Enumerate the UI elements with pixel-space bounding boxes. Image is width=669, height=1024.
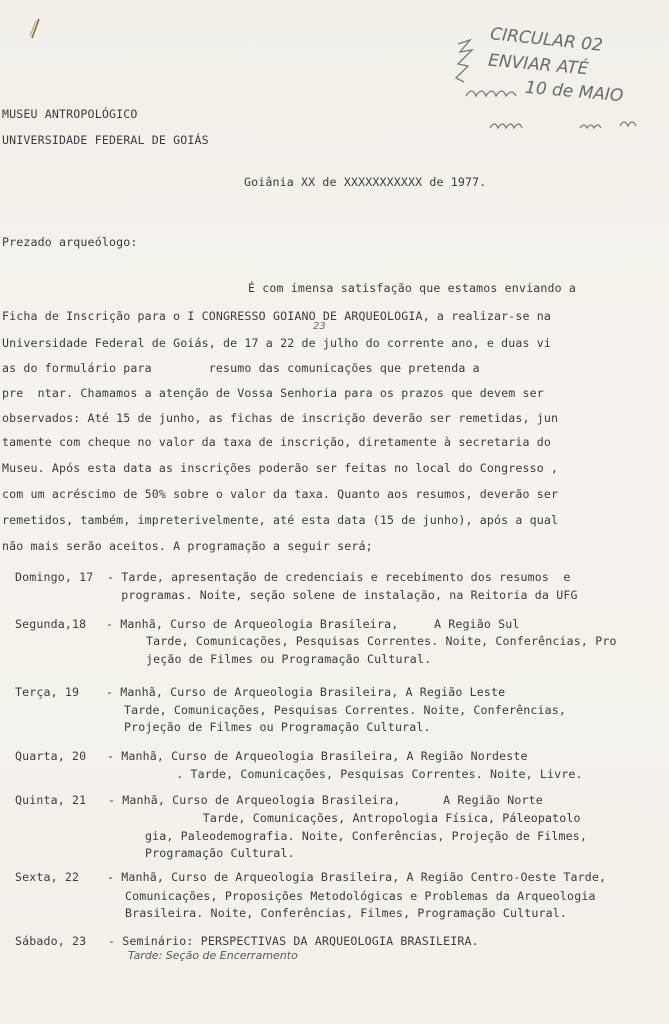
- schedule-line: - Manhã, Curso de Arqueologia Brasileira, A Região Centro-Oeste Tarde,: [107, 870, 607, 884]
- schedule-line: Tarde, Comunicações, Pesquisas Correntes. Noite, Conferências,: [124, 703, 567, 717]
- schedule-line: - Manhã, Curso de Arqueologia Brasileira, A Região Norte: [108, 793, 543, 807]
- salutation: Prezado arqueólogo:: [2, 235, 138, 249]
- body-line: tamente com cheque no valor da taxa de inscrição, diretamente à secretaria do: [2, 435, 552, 449]
- annotation-circular: CIRCULAR 02: [489, 24, 604, 56]
- schedule-line: Brasileira. Noite, Conferências, Filmes, Programação Cultural.: [125, 906, 568, 920]
- schedule-line: - Manhã, Curso de Arqueologia Brasileira, A Região Sul: [106, 617, 520, 631]
- institution-line-2: UNIVERSIDADE FEDERAL DE GOIÁS: [2, 133, 209, 147]
- body-line: com um acréscimo de 50% sobre o valor da taxa. Quanto aos resumos, deverão ser: [2, 487, 559, 501]
- schedule-day: Quinta, 21: [15, 793, 87, 807]
- institution-line-1: MUSEU ANTROPOLÓGICO: [2, 107, 138, 121]
- closing-handwritten-note: Tarde: Seção de Encerramento: [128, 949, 298, 962]
- schedule-line: - Tarde, apresentação de credenciais e recebimento dos resumos e: [107, 570, 571, 584]
- schedule-line: programas. Noite, seção solene de instalação, na Reitoria da UFG: [107, 588, 578, 602]
- schedule-line: Tarde, Comunicações, Pesquisas Correntes. Noite, Conferências, Pro: [146, 634, 617, 648]
- body-line: É com imensa satisfação que estamos enviando a: [248, 281, 576, 295]
- annotation-date: 10 de MAIO: [524, 77, 625, 107]
- body-line: não mais serão aceitos. A programação a seguir será;: [2, 539, 373, 553]
- body-line: observados: Até 15 de junho, as fichas de inscrição deverão ser remetidas, jun: [2, 411, 559, 425]
- schedule-line: jeção de Filmes ou Programação Cultural.: [146, 652, 432, 666]
- schedule-line: . Tarde, Comunicações, Pesquisas Correntes. Noite, Livre.: [162, 767, 583, 781]
- body-line: Universidade Federal de Goiás, de 17 a 22 de julho do corrente ano, e duas vi: [2, 336, 552, 350]
- correction-mark: 23: [313, 321, 326, 332]
- schedule-line: Comunicações, Proposições Metodológicas e Problemas da Arqueologia: [125, 889, 596, 903]
- body-line: pre ntar. Chamamos a atenção de Vossa Senhoria para os prazos que devem ser: [2, 386, 544, 400]
- schedule-day: Terça, 19: [15, 685, 80, 699]
- schedule-day: Segunda,18: [15, 617, 87, 631]
- schedule-day: Domingo, 17: [15, 570, 94, 584]
- body-line: as do formulário para resumo das comunicações que pretenda a: [2, 361, 480, 375]
- schedule-day: Quarta, 20: [15, 749, 87, 763]
- body-line: remetidos, também, impreterivelmente, até esta data (15 de junho), após a qual: [2, 513, 559, 527]
- schedule-line: gia, Paleodemografia. Noite, Conferências, Projeção de Filmes,: [145, 829, 588, 843]
- schedule-line: - Manhã, Curso de Arqueologia Brasileira, A Região Leste: [106, 685, 506, 699]
- schedule-day: Sexta, 22: [15, 870, 80, 884]
- schedule-line: Programação Cultural.: [145, 846, 295, 860]
- scribble-icon: [450, 38, 650, 138]
- schedule-line: - Manhã, Curso de Arqueologia Brasileira, A Região Nordeste: [107, 749, 528, 763]
- schedule-day: Sábado, 23: [15, 934, 87, 948]
- body-line: Ficha de Inscrição para o I CONGRESSO GOIANO DE ARQUEOLOGIA, a realizar-se na: [2, 309, 552, 323]
- body-line: Museu. Após esta data as inscrições poderão ser feitas no local do Congresso ,: [2, 461, 559, 475]
- pencil-mark-icon: [28, 18, 42, 40]
- date-line: Goiânia XX de XXXXXXXXXXX de 1977.: [244, 175, 487, 189]
- annotation-enviar: ENVIAR ATÉ: [487, 50, 590, 80]
- schedule-line: - Seminário: PERSPECTIVAS DA ARQUEOLOGIA BRASILEIRA.: [108, 934, 479, 948]
- schedule-line: Tarde, Comunicações, Antropologia Física, Páleopatolo: [160, 811, 581, 825]
- schedule-line: Projeção de Filmes ou Programação Cultural.: [124, 720, 431, 734]
